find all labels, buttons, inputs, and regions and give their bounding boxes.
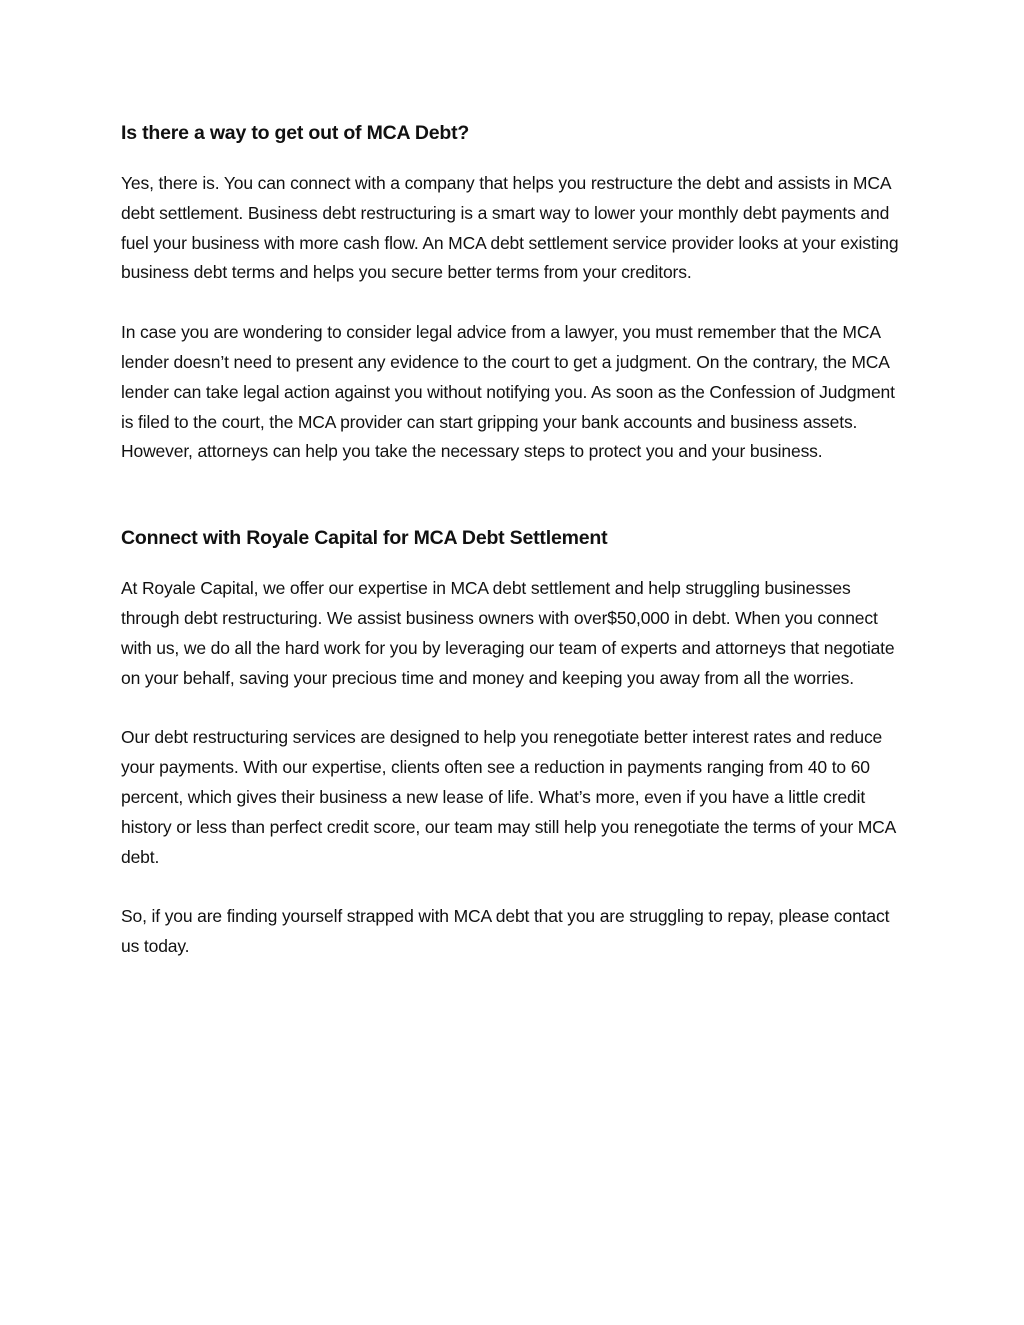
paragraph-contact-us: So, if you are finding yourself strapped with MCA debt that you are struggling to repay, please contact us today. — [121, 906, 890, 957]
paragraph-restructure-intro: Yes, there is. You can connect with a company that helps you restructure the debt and assists in MCA debt settlement. Business debt restructuring is a smart way to lower your monthly debt payments and fuel your business with more cash flow. An MCA debt settlement service provider looks at your existing business debt terms and helps you secure better terms from your creditors. — [121, 173, 899, 283]
section-heading-mca-debt: Is there a way to get out of MCA Debt? — [121, 122, 470, 144]
paragraph-legal-advice: In case you are wondering to consider legal advice from a lawyer, you must remember that the MCA lender doesn’t need to present any evidence to the court to get a judgment. On the contrary, the MCA lender can take legal action against you without notifying you. As soon as the Confession of Judgment is filed to the court, the MCA provider can start gripping your bank accounts and business assets. However, attorneys can help you take the necessary steps to protect you and your business. — [121, 322, 895, 462]
paragraph-royale-expertise: At Royale Capital, we offer our expertise in MCA debt settlement and help struggling businesses through debt restructuring. We assist business owners with over$50,000 in debt. When you connect with us, we do all the hard work for you by leveraging our team of experts and attorneys that negotiate on your behalf, saving your precious time and money and keeping you away from all the worries. — [121, 578, 895, 688]
paragraph-restructuring-services: Our debt restructuring services are designed to help you renegotiate better interest rates and reduce your payments. With our expertise, clients often see a reduction in payments ranging from 40 to 60 percent, which gives their business a new lease of life. What’s more, even if you have a little credit history or less than perfect credit score, our team may still help you renegotiate the terms of your MCA debt. — [121, 727, 896, 867]
document-page — [121, 118, 911, 962]
section-heading-royale-capital: Connect with Royale Capital for MCA Debt Settlement — [121, 527, 608, 550]
